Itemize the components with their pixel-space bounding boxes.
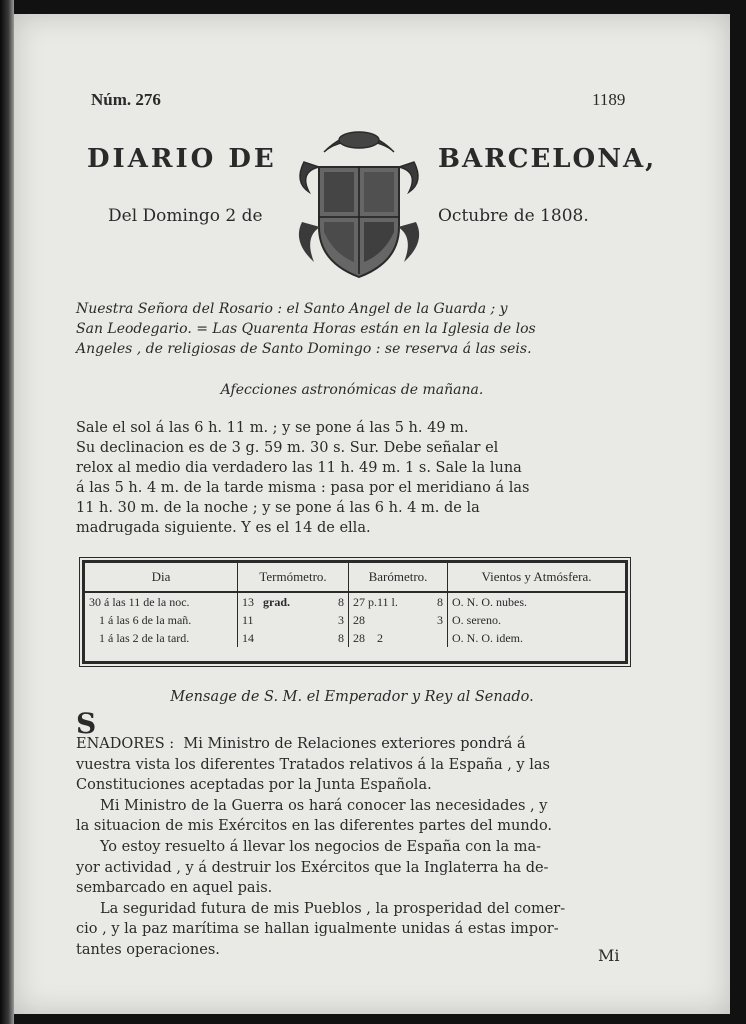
table-header-row — [85, 563, 625, 592]
text-line: á las 5 h. 4 m. de la tarde misma : pasa por el meridiano á las — [76, 480, 530, 496]
cell-barometro: 28 2 — [349, 629, 448, 647]
cell-dia: 30 á las 11 de la noc. — [85, 592, 238, 611]
text-line: La seguridad futura de mis Pueblos , la prosperidad del comer- — [100, 900, 566, 917]
cell-vientos: O. sereno. — [452, 612, 501, 627]
cell-termometro: 13 grad. 8 — [238, 592, 349, 611]
masthead-title-left: DIARIO DE — [87, 144, 277, 174]
col-header-termometro: Termómetro. — [238, 563, 349, 592]
table-row — [85, 629, 625, 647]
weather-table — [85, 563, 625, 647]
message-body — [76, 707, 632, 961]
masthead-title-right: BARCELONA, — [438, 144, 657, 174]
issue-number: Núm. 276 — [91, 90, 161, 109]
cell-vientos: O. N. O. idem. — [452, 630, 523, 645]
text-line: Nuestra Señora del Rosario : el Santo Angel de la Guarda ; y — [76, 301, 508, 317]
table-row — [85, 611, 625, 629]
text-line: relox al medio dia verdadero las 11 h. 49 m. 1 s. Sale la luna — [76, 460, 522, 476]
text-line: San Leodegario. = Las Quarenta Horas están en la Iglesia de los — [76, 321, 536, 337]
text-line: cio , y la paz marítima se hallan igualmente unidas á estas impor- — [76, 921, 559, 938]
text-line: yor actividad , y á destruir los Exércitos que la Inglaterra ha de- — [76, 859, 549, 876]
text-line: Mi Ministro de la Guerra os hará conocer las necesidades , y — [100, 797, 548, 814]
cell-vientos: O. N. O. nubes. — [452, 594, 527, 609]
table-row — [85, 592, 625, 611]
cell-termometro: 14 8 — [238, 629, 349, 647]
date-left: Del Domingo 2 de — [108, 206, 263, 226]
weather-table-frame — [82, 560, 628, 664]
first-word: ENADORES : — [76, 736, 175, 752]
text-line: la situacion de mis Exércitos en las diferentes partes del mundo. — [76, 818, 553, 835]
drop-cap: S — [76, 707, 97, 740]
text-line: vuestra vista los diferentes Tratados relativos á la España , y las — [76, 756, 550, 773]
date-right: Octubre de 1808. — [438, 206, 589, 226]
cell-barometro: 27 p.11 l. 8 — [349, 592, 448, 611]
cell-termometro: 11 3 — [238, 611, 349, 629]
astronomical-paragraph — [76, 418, 632, 538]
cell-barometro: 28 3 — [349, 611, 448, 629]
text-line: Mi Ministro de Relaciones exteriores pondrá á — [183, 736, 526, 752]
cell-dia: 1 á las 6 de la mañ. — [85, 611, 238, 629]
text-line: Su declinacion es de 3 g. 59 m. 30 s. Sur. Debe señalar el — [76, 440, 499, 456]
text-line: Constituciones aceptadas por la Junta Española. — [76, 777, 432, 794]
col-header-barometro: Barómetro. — [349, 563, 448, 592]
saints-of-the-day — [76, 299, 628, 359]
col-header-dia: Dia — [85, 563, 238, 592]
newspaper-page — [14, 14, 730, 1014]
text-line: Sale el sol á las 6 h. 11 m. ; y se pone á las 5 h. 49 m. — [76, 420, 469, 436]
catchword: Mi — [598, 946, 620, 965]
coat-of-arms-icon — [284, 122, 434, 282]
text-line: tantes operaciones. — [76, 941, 220, 958]
message-heading: Mensage de S. M. el Emperador y Rey al Senado. — [170, 689, 534, 705]
first-line — [76, 707, 632, 755]
col-header-vientos: Vientos y Atmósfera. — [448, 563, 626, 592]
text-line: Yo estoy resuelto á llevar los negocios de España con la ma- — [100, 838, 542, 855]
page-number: 1189 — [592, 90, 626, 109]
bleed-through-texture — [434, 114, 714, 634]
text-line: Angeles , de religiosas de Santo Domingo : se reserva á las seis. — [76, 341, 532, 357]
text-line: madrugada siguiente. Y es el 14 de ella. — [76, 520, 371, 536]
text-line: 11 h. 30 m. de la noche ; y se pone á las 6 h. 4 m. de la — [76, 500, 480, 516]
cell-dia: 1 á las 2 de la tard. — [85, 629, 238, 647]
text-line: sembarcado en aquel pais. — [76, 880, 273, 897]
book-gutter — [0, 0, 14, 1024]
astronomical-heading: Afecciones astronómicas de mañana. — [220, 382, 484, 398]
